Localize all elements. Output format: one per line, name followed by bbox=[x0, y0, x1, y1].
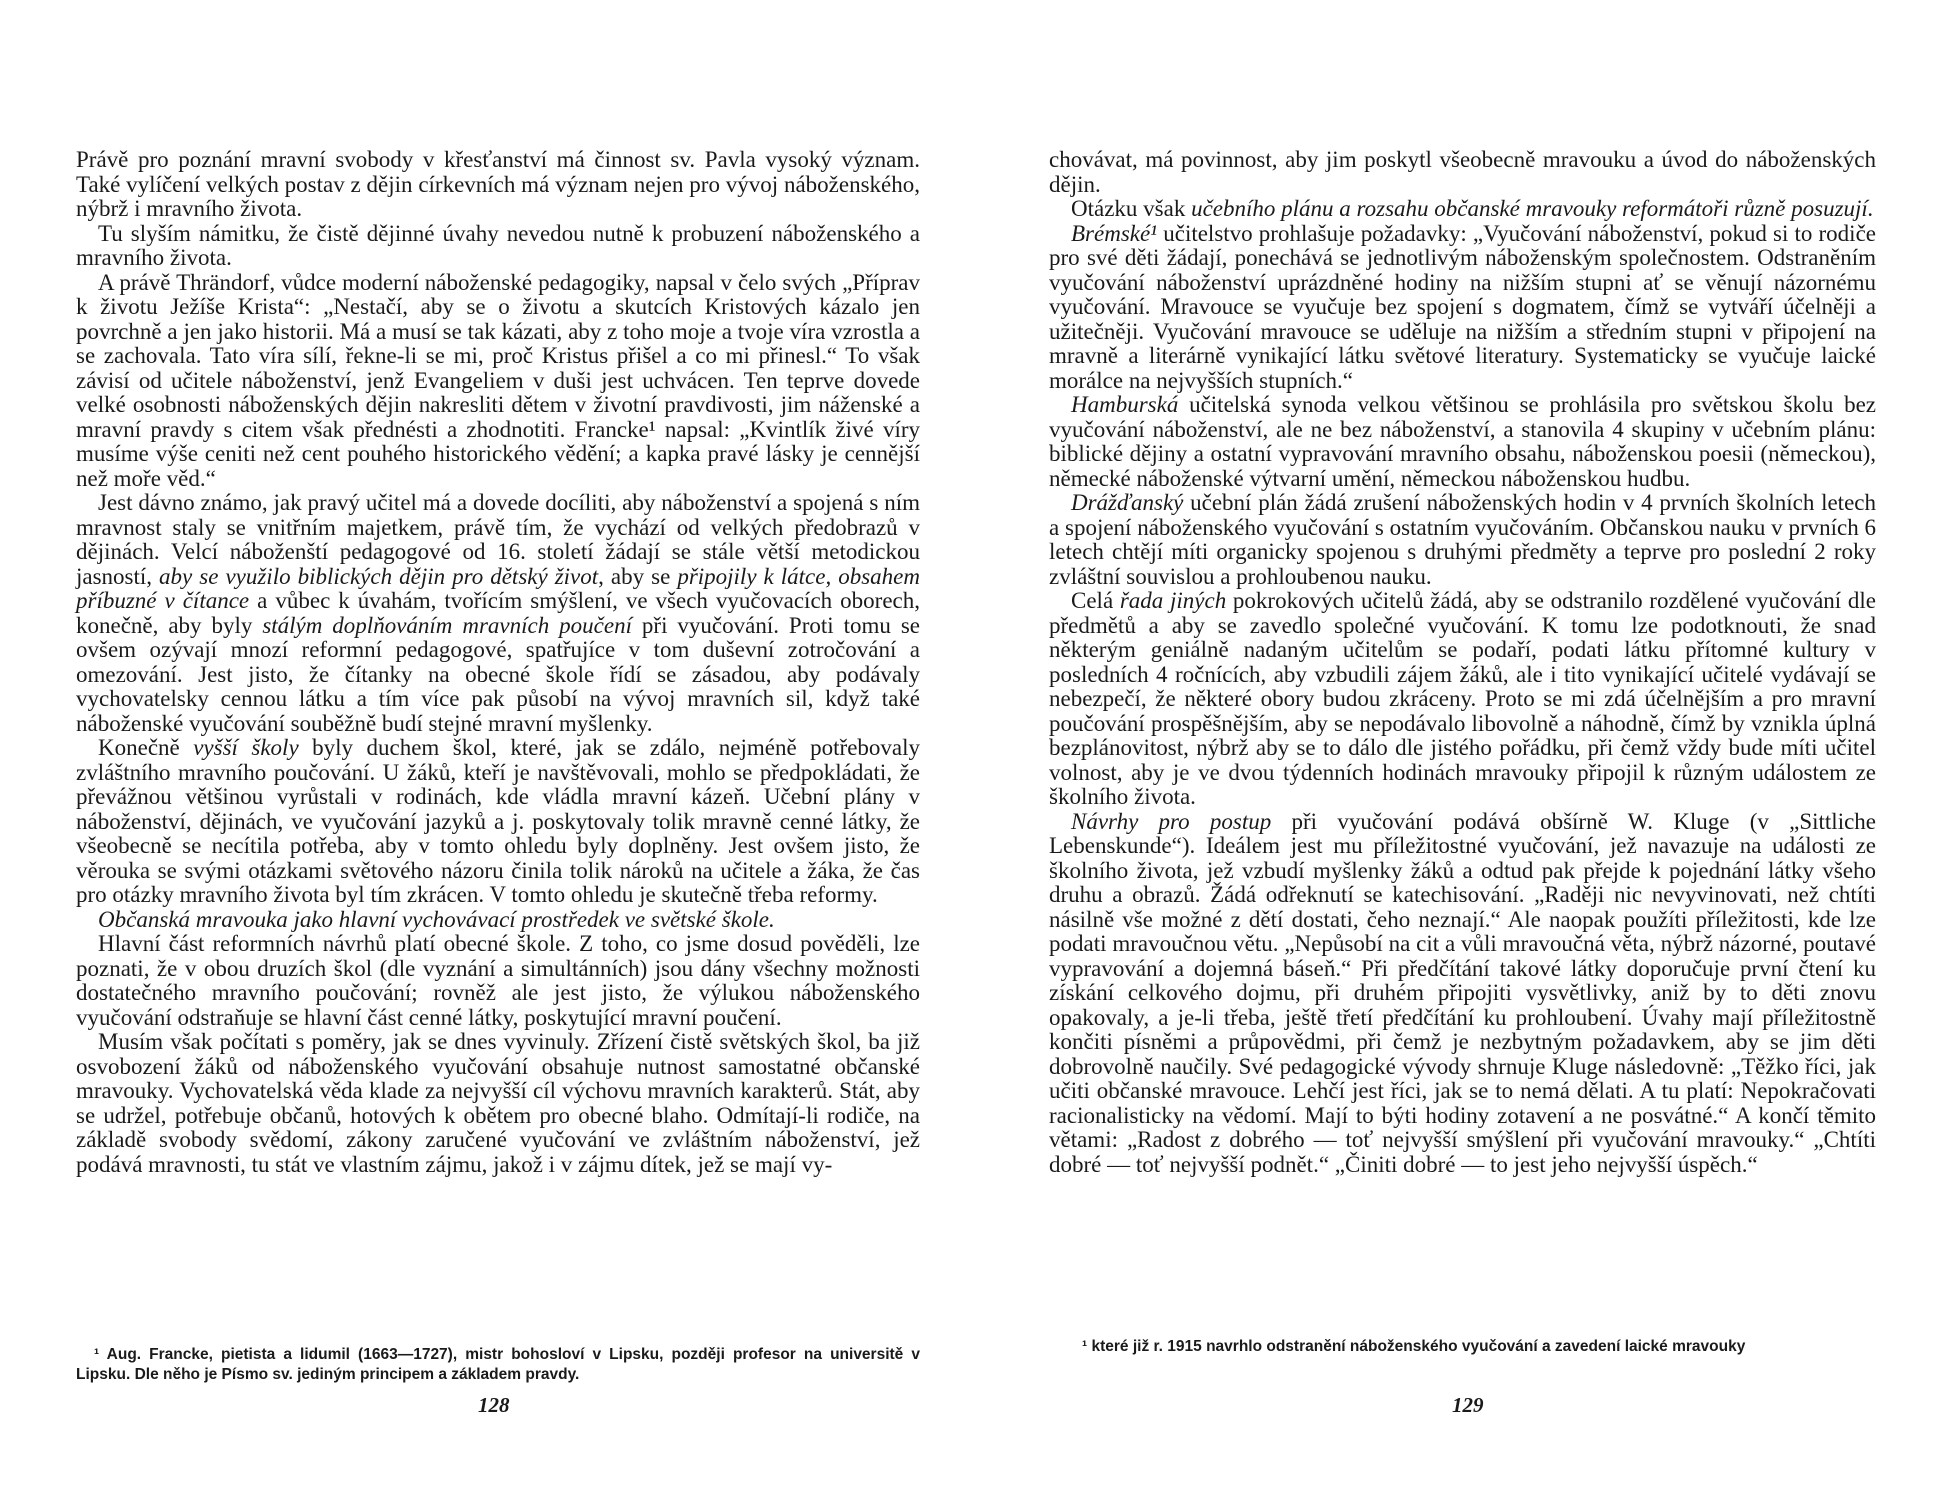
emphasis-text: připojily k látce, obsahem příbuzné v čítance bbox=[76, 563, 920, 613]
text-run: Jest dávno známo, jak pravý učitel má a dovede docíliti, aby náboženství a spojená s ním mravnost staly se vnitřním majetkem, právě tím, že vychází od velkých předobrazů v dějinách. Velcí náboženští pedagogové od 16. století žádají se stále větší metodickou jasností, bbox=[76, 490, 920, 589]
paragraph bbox=[76, 736, 920, 908]
footnote-text: ¹ Aug. Francke, pietista a lidumil (1663—1727), mistr bohosloví v Lipsku, později profesor na universitě v Lipsku. Dle něho je Písmo sv. jediným principem a základem pravdy. bbox=[76, 1346, 920, 1383]
paragraph bbox=[1049, 589, 1876, 810]
text-run: při vyučování podává obšírně W. Kluge (v „Sittliche Lebenskunde“). Ideálem jest mu příležitostné vyučování, jež navazuje na události ze školního života, jež vzbudí myšlenky žáků a odtud pak přejde k pojednání látky všeho druhu a obrazů. Žádá odřeknutí se katechisování. „Raději nic nevyvinovati, než chtíti násilně vše možné z dětí dostati, čeho neznají.“ Ale naopak použíti příležitosti, kde lze podati mravoučnou větu. „Nepůsobí na cit a vůli mravoučná věta, nýbrž názorné, poutavé vypravování a dojemná báseň.“ Při předčítání takové látky doporučuje první čtení ku získání celkového dojmu, při druhém připojiti vysvětlivky, aniž by to děti znovu opakovaly, a je-li třeba, ještě třetí předčítání ku prohloubení. Úvahy mají příležitostně končiti písněmi a průpovědmi, při čemž je nezbytným požadavkem, aby se jim děti dobrovolně naučily. Své pedagogické vývody shrnuje Kluge následovně: „Těžko říci, jak učiti občanské mravouce. Lehčí jest říci, jak se to nemá dělati. A tu platí: Nepokračovati racionalisticky na vědomí. Mají to býti hodiny zotavení a ne posvátné.“ A končí těmito větami: „Radost z dobrého — toť nejvyšší smýšlení při vyučování mravouky.“ „Chtíti dobré — toť nejvyšší podnět.“ „Činiti dobré — to jest jeho nejvyšší úspěch.“ bbox=[1049, 808, 1877, 1177]
section-heading: Občanská mravouka jako hlavní vychovávací prostředek ve světské škole. bbox=[98, 906, 775, 932]
text-run: , aby se bbox=[598, 563, 678, 589]
paragraph: Musím však počítati s poměry, jak se dnes vyvinuly. Zřízení čistě světských škol, ba již osvobození žáků od náboženského vyučování obsahuje nutnost samostatné občanské mravouky. Vychovatelská věda klade za nejvyšší cíl výchovu mravních karakterů. Stát, aby se udržel, potřebuje občanů, hotových k obětem pro obecné blaho. Odmítají-li rodiče, na základě svobody svědomí, zákony zaručené vyučování ve zvláštním náboženství, jež podává mravnosti, tu stát ve vlastním zájmu, jakož i v zájmu dítek, jež se mají vy- bbox=[76, 1029, 920, 1177]
text-run: učitelská synoda velkou většinou se prohlásila pro světskou školu bez vyučování náboženství, ale ne bez náboženství, a stanovila 4 skupiny v učebním plánu: biblické dějiny a ostatní vypravování mravního obsahu, náboženskou poesii (německou), německé náboženské výtvarní umění, německou náboženskou hudbu. bbox=[1049, 392, 1876, 491]
emphasis-text: stálým doplňováním mravních poučení bbox=[262, 612, 632, 638]
emphasis-text: Brémské¹ bbox=[1071, 220, 1158, 246]
paragraph bbox=[1049, 491, 1876, 589]
emphasis-text: řada jiných bbox=[1119, 588, 1227, 613]
paragraph: A právě Thrändorf, vůdce moderní náboženské pedagogiky, napsal v čelo svých „Příprav k životu Ježíše Krista“: „Nestačí, aby se o životu a skutcích Kristových kázalo jen povrchně a jen jako historii. Má a musí se tak kázati, aby z toho moje a tvoje víra vzrostla a se zachovala. Tato víra sílí, řekne-li se mi, proč Kristus přišel a co mi přinesl.“ To však závisí od učitele náboženství, jenž Evangeliem v duši jest uchvácen. Ten teprve dovede velké osobnosti náboženských dějin nakresliti dětem v životní pravdivosti, jim náženské a mravní pravdy s citem však přednésti a zhodnotiti. Francke¹ napsal: „Kvintlík živé víry musíme výše ceniti než cent pouhého historického vědění; a kapka pravé lásky je cennější než moře věd.“ bbox=[76, 269, 920, 491]
paragraph bbox=[1049, 393, 1876, 491]
paragraph bbox=[1049, 197, 1876, 222]
right-page-body bbox=[1049, 148, 1876, 1177]
paragraph bbox=[1049, 810, 1876, 1178]
text-run: Konečně bbox=[98, 735, 194, 760]
text-run: při vyučování. Proti tomu se ovšem ozývají mnozí reformní pedagogové, spatřujíce v tom duševní zotročování a omezování. Jest jisto, že čítanky na obecné škole řídí se zásadou, aby podávaly vychovatelsky cennou látku a tím více pak působí na vývoj mravních sil, když také náboženské vyučování souběžně budí stejné mravní myšlenky. bbox=[76, 612, 920, 736]
emphasis-text: Drážďanský bbox=[1071, 490, 1184, 515]
left-page-footnote bbox=[76, 1345, 920, 1385]
left-page-body bbox=[76, 148, 920, 1177]
paragraph bbox=[76, 491, 920, 736]
page-number: 129 bbox=[1452, 1393, 1484, 1417]
emphasis-text: vyšší školy bbox=[193, 735, 299, 760]
right-page bbox=[974, 0, 1948, 1500]
emphasis-text: Návrhy pro postup bbox=[1071, 808, 1272, 834]
text-run: byly duchem škol, které, jak se zdálo, nejméně potřebovaly zvláštního mravního poučování. U žáků, kteří je navštěvovali, mohlo se předpokládati, že převážnou většinou vyrůstali v rodinách, kde vládla mravní kázeň. Učební plány v náboženství, dějinách, ve vyučování jazyků a j. poskytovaly tolik mravně cenné látky, že všeobecně se necítila potřeba, aby v tomto ohledu byly doplněny. Jest ovšem jisto, že věrouka se svými otázkami světového názoru činila tolik nároků na učitele a žáka, že čas pro otázky mravního života byl tím zkrácen. V tomto ohledu je skutečně třeba reformy. bbox=[76, 735, 920, 907]
text-run: pokrokových učitelů žádá, aby se odstranilo rozdělené vyučování dle předmětů a aby se zavedlo společné vyučování. K tomu lze podotknouti, že snad některým geniálně nadaným učitelům se podaří, podati látku přítomné kultury v posledních 4 ročnících, aby vzbudili zájem žáků, ale i tito vynikající učitelé vydávají se nebezpečí, že některé obory budou zkráceny. Proto se mi zdá účelnějším a pro mravní poučování prospěšnějším, aby se nepodávalo libovolně a náhodně, čímž by vznikla úplná bezplánovitost, nýbrž aby se to dálo dle jistého pořádku, při čemž vždy bude míti učitel volnost, aby je ve dvou týdenních hodinách mravouky připojil k různým událostem ze školního života. bbox=[1049, 588, 1876, 809]
emphasis-text: Hamburská bbox=[1071, 392, 1179, 417]
text-run: a vůbec k úvahám, tvořícím smýšlení, ve všech vyučovacích oborech, konečně, aby byly bbox=[76, 588, 920, 638]
emphasis-text: aby se využilo biblických dějin pro dětský život bbox=[159, 563, 599, 589]
text-run: Celá bbox=[1071, 588, 1120, 613]
right-page-footnote bbox=[1064, 1337, 1876, 1357]
paragraph: Hlavní část reformních návrhů platí obecné škole. Z toho, co jsme dosud pověděli, lze poznati, že v obou druzích škol (dle vyznání a simultánních) jsou dány všechny možnosti dostatečného mravního poučování; rovněž ale jest jisto, že výlukou náboženského vyučování odstraňuje se hlavní část cenné látky, poskytující mravní poučení. bbox=[76, 931, 920, 1030]
text-run: učební plán žádá zrušení náboženských hodin v 4 prvních školních letech a spojení náboženského vyučování s ostatním vyučováním. Občanskou nauku v prvních 6 letech chtějí míti organicky spojenou s druhými předměty a teprve pro poslední 2 roky zvláštní souvislou a prohloubenou nauku. bbox=[1049, 490, 1876, 589]
paragraph: chovávat, má povinnost, aby jim poskytl všeobecně mravouku a úvod do náboženských dějin. bbox=[1049, 147, 1876, 197]
page-number: 128 bbox=[478, 1393, 510, 1417]
paragraph bbox=[1049, 222, 1876, 394]
paragraph: Právě pro poznání mravní svobody v křesťanství má činnost sv. Pavla vysoký význam. Také vylíčení velkých postav z dějin církevních má význam nejen pro vývoj náboženského, nýbrž i mravního života. bbox=[76, 147, 920, 221]
text-run: Otázku však bbox=[1071, 196, 1192, 221]
text-run: učitelstvo prohlašuje požadavky: „Vyučování náboženství, pokud si to rodiče pro své děti žádají, ponechává se jednotlivým náboženským společnostem. Odstraněním vyučování náboženství uprázdněné hodiny na nižším stupni ať se věnují názornému vyučování. Mravouce se vyučuje bez spojení s dogmatem, čímž se vytváří účelněji a užitečněji. Vyučování mravouce se uděluje na nižším a středním stupni v připojení na mravně a literárně vynikající látku světové literatury. Systematicky se vyučuje laické morálce na nejvyšších stupních.“ bbox=[1049, 220, 1876, 393]
footnote-text: ¹ které již r. 1915 navrhlo odstranění náboženského vyučování a zavedení laické mravouky bbox=[1082, 1338, 1746, 1355]
emphasis-text: učebního plánu a rozsahu občanské mravouky reformátoři různě posuzují. bbox=[1191, 196, 1874, 221]
paragraph: Tu slyším námitku, že čistě dějinné úvahy nevedou nutně k probuzení náboženského a mravního života. bbox=[76, 220, 920, 270]
